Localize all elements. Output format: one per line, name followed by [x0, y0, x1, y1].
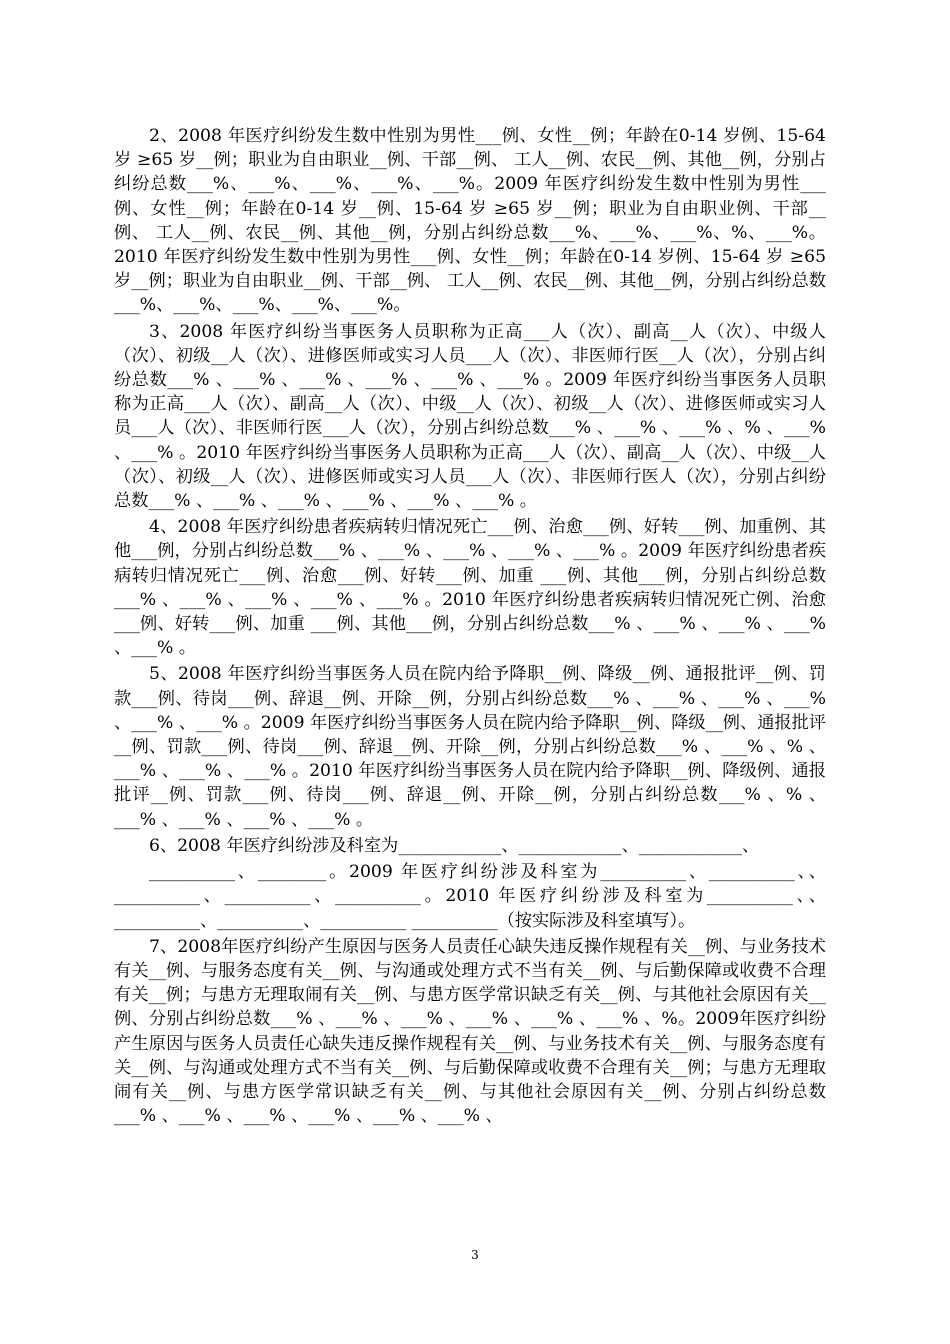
page-number: 3 [471, 1248, 479, 1262]
document-body [114, 124, 826, 1130]
paragraph-2: 2、2008 年医疗纠纷发生数中性别为男性___例、女性__例；年龄在0-14 岁例、15-64 岁 ≥65 岁__例；职业为自由职业__例、干部__例、 工人__例、农民__例、其他__例，分别占纠纷总数___%、___%、___%、___%、___%。2009 年医疗纠纷发生数中性别为男性___例、女性__例；年龄在0-14 岁__例、15-64 岁 ≥65 岁__例；职业为自由职业例、干部__例、 工人__例、农民__例、其他__例，分别占纠纷总数___%、___%、___%、%、___%。2010 年医疗纠纷发生数中性别为男性___例、女性__例；年龄在0-14 岁例、15-64 岁 ≥65 岁__例；职业为自由职业__例、干部__例、 工人__例、农民__例、其他__例，分别占纠纷总数___%、___%、___%、___%、___%。 [114, 126, 826, 316]
paragraph-4: 4、2008 年医疗纠纷患者疾病转归情况死亡___例、治愈___例、好转___例、加重例、其他___例，分别占纠纷总数___% 、___% 、___% 、___% 、___% 。2009 年医疗纠纷患者疾病转归情况死亡___例、治愈___例、好转___例、加重 ___例、其他___例，分别占纠纷总数___% 、___% 、___% 、___% 、___% 。2010 年医疗纠纷患者疾病转归情况死亡例、治愈___例、好转___例、加重 ___例、其他___例，分别占纠纷总数___% 、___% 、___% 、___% 、___% 。 [114, 517, 826, 659]
paragraph-7: 7、2008年医疗纠纷产生原因与医务人员责任心缺失违反操作规程有关__例、与业务技术有关__例、与服务态度有关__例、与沟通或处理方式不当有关__例、与后勤保障或收费不合理有关__例；与患方无理取闹有关__例、与患方医学常识缺乏有关__例、与其他社会原因有关__例、分别占纠纷总数___% 、___% 、___% 、___% 、___% 、___% 、%。2009年医疗纠纷产生原因与医务人员责任心缺失违反操作规程有关__例、与业务技术有关__例、与服务态度有关__例、与沟通或处理方式不当有关__例、与后勤保障或收费不合理有关__例；与患方无理取闹有关__例、与患方医学常识缺乏有关__例、与其他社会原因有关__例、分别占纠纷总数___% 、___% 、___% 、___% 、___% 、___% 、 [114, 936, 826, 1127]
paragraph-6: 6、2008 年医疗纠纷涉及科室为____________、____________、____________、 [149, 835, 760, 856]
paragraph-3: 3、2008 年医疗纠纷当事医务人员职称为正高___人（次）、副高__人（次）、中级人（次）、初级__人（次）、进修医师或实习人员___人（次）、非医师行医__人（次），分别占纠纷总数___% 、___% 、___% 、___% 、___% 、___% 。2009 年医疗纠纷当事医务人员职称为正高___人（次）、副高__人（次）、中级__人（次）、初级__人（次）、进修医师或实习人员___人（次）、非医师行医___人（次），分别占纠纷总数___% 、___% 、___% 、% 、___% 、___% 。2010 年医疗纠纷当事医务人员职称为正高___人（次）、副高__人（次）、中级__人（次）、初级__人（次）、进修医师或实习人员___人（次）、非医师行医人（次），分别占纠纷总数___% 、___% 、___% 、___% 、___% 、___% 。 [114, 321, 826, 512]
paragraph-6-continued: __________、________。2009 年医疗纠纷涉及科室为__________、__________、、__________、__________、__________。2010 年医疗纠纷涉及科室为__________、、__________、__________、__________ __________（按实际涉及科室填写）。 [114, 862, 826, 931]
paragraph-5: 5、2008 年医疗纠纷当事医务人员在院内给予降职__例、降级__例、通报批评__例、罚款___例、待岗___例、辞退__例、开除__例，分别占纠纷总数___% 、___% 、___% 、___% 、___% 、___% 。2009 年医疗纠纷当事医务人员在院内给予降职__例、降级__例、通报批评__例、罚款___例、待岗___例、辞退__例、开除__例，分别占纠纷总数___% 、___% 、% 、___% 、___% 、___% 。2010 年医疗纠纷当事医务人员在院内给予降职__例、降级例、通报批评__例、罚款___例、待岗___例、辞退__例、开除__例，分别占纠纷总数___% 、% 、___% 、___% 、___% 、___% 。 [114, 664, 826, 830]
